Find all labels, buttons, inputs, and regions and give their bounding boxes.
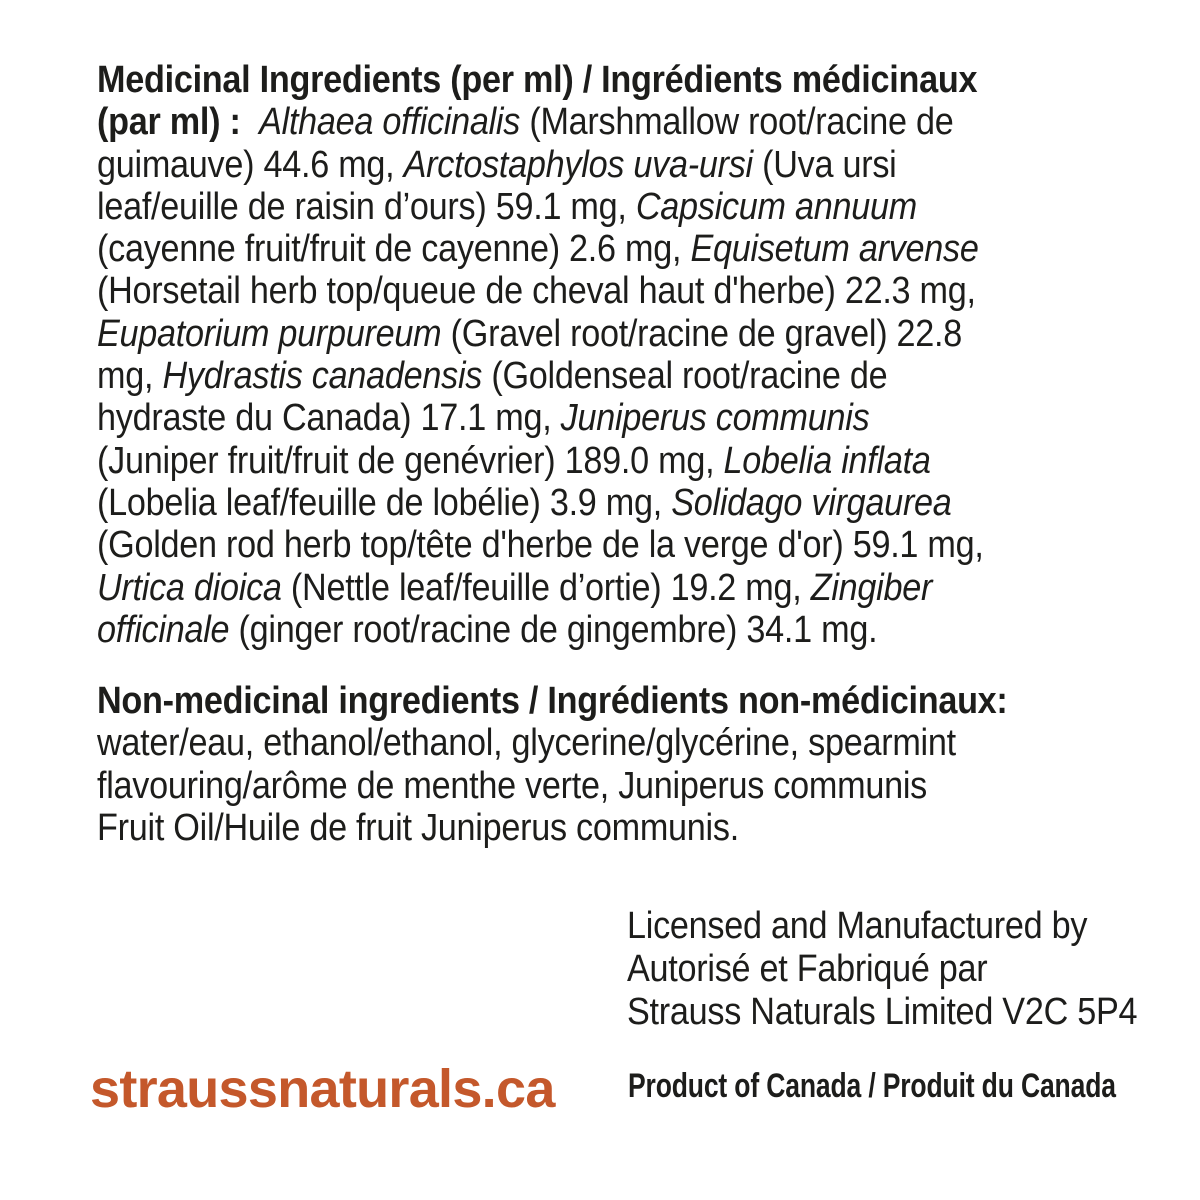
text-line: Autorisé et Fabriqué par <box>627 948 988 990</box>
text-line: mg, Hydrastis canadensis (Goldenseal root/racine de <box>97 355 888 398</box>
text-line: water/eau, ethanol/ethanol, glycerine/glycérine, spearmint <box>97 722 956 765</box>
text-line: Strauss Naturals Limited V2C 5P4 <box>627 991 1138 1033</box>
text-line: Licensed and Manufactured by <box>627 905 1088 947</box>
text-line: Medicinal Ingredients (per ml) / Ingrédients médicinaux <box>97 59 978 101</box>
text-line: (Golden rod herb top/tête d'herbe de la verge d'or) 59.1 mg, <box>97 524 984 567</box>
non-medicinal-ingredients-paragraph <box>97 680 1008 849</box>
website-wordmark: straussnaturals.ca <box>90 1059 555 1119</box>
manufacturer-block <box>627 905 1137 1034</box>
text-line: guimauve) 44.6 mg, Arctostaphylos uva-ursi (Uva ursi <box>97 143 897 186</box>
text-line: (cayenne fruit/fruit de cayenne) 2.6 mg, Equisetum arvense <box>97 228 979 271</box>
text-line: (Lobelia leaf/feuille de lobélie) 3.9 mg, Solidago virgaurea <box>97 481 952 524</box>
text-line: leaf/euille de raisin d’ours) 59.1 mg, Capsicum annuum <box>97 185 917 228</box>
product-of-canada-text: Product of Canada / Produit du Canada <box>628 1067 1116 1105</box>
text-line: (Horsetail herb top/queue de cheval haut d'herbe) 22.3 mg, <box>97 270 976 313</box>
text-line: Urtica dioica (Nettle leaf/feuille d’ortie) 19.2 mg, Zingiber <box>97 566 933 609</box>
text-line: hydraste du Canada) 17.1 mg, Juniperus communis <box>97 397 870 440</box>
text-line: Fruit Oil/Huile de fruit Juniperus communis. <box>97 806 739 849</box>
text-line: flavouring/arôme de menthe verte, Juniperus communis <box>97 764 927 807</box>
text-line: (Juniper fruit/fruit de genévrier) 189.0 mg, Lobelia inflata <box>97 439 931 482</box>
text-line: (par ml) : Althaea officinalis (Marshmallow root/racine de <box>97 101 954 144</box>
medicinal-ingredients-paragraph <box>97 59 984 651</box>
text-line: Non-medicinal ingredients / Ingrédients non-médicinaux: <box>97 680 1008 722</box>
text-line: Eupatorium purpureum (Gravel root/racine de gravel) 22.8 <box>97 312 963 355</box>
text-line: officinale (ginger root/racine de gingembre) 34.1 mg. <box>97 608 878 651</box>
